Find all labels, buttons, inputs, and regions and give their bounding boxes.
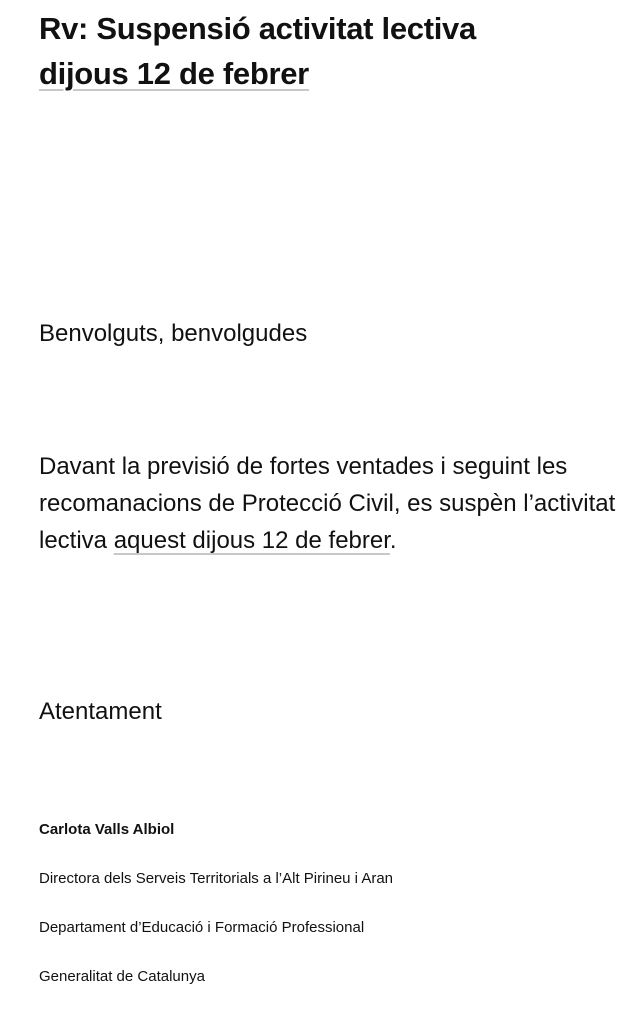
subject-date-link[interactable]: dijous 12 de febrer — [39, 56, 309, 91]
body-date-link[interactable]: aquest dijous 12 de febrer — [113, 527, 390, 554]
subject-text: Rv: Suspensió activitat lectiva — [39, 11, 476, 46]
greeting: Benvolguts, benvolgudes — [39, 320, 308, 347]
body-text-end: . — [389, 527, 397, 554]
signature-role: Directora dels Serveis Territorials a l’Alt Pirineu i Aran — [39, 870, 394, 887]
email-body-paragraph — [39, 448, 619, 559]
closing: Atentament — [39, 698, 162, 725]
signature-organization: Generalitat de Catalunya — [39, 968, 205, 985]
signature-name: Carlota Valls Albiol — [39, 821, 175, 838]
body-text: Davant la previsió de fortes ventades i seguint les recomanacions de Protecció Civil, es suspèn l’activitat lectiva — [39, 453, 616, 554]
email-subject — [39, 6, 476, 96]
signature-department: Departament d’Educació i Formació Professional — [39, 919, 365, 936]
